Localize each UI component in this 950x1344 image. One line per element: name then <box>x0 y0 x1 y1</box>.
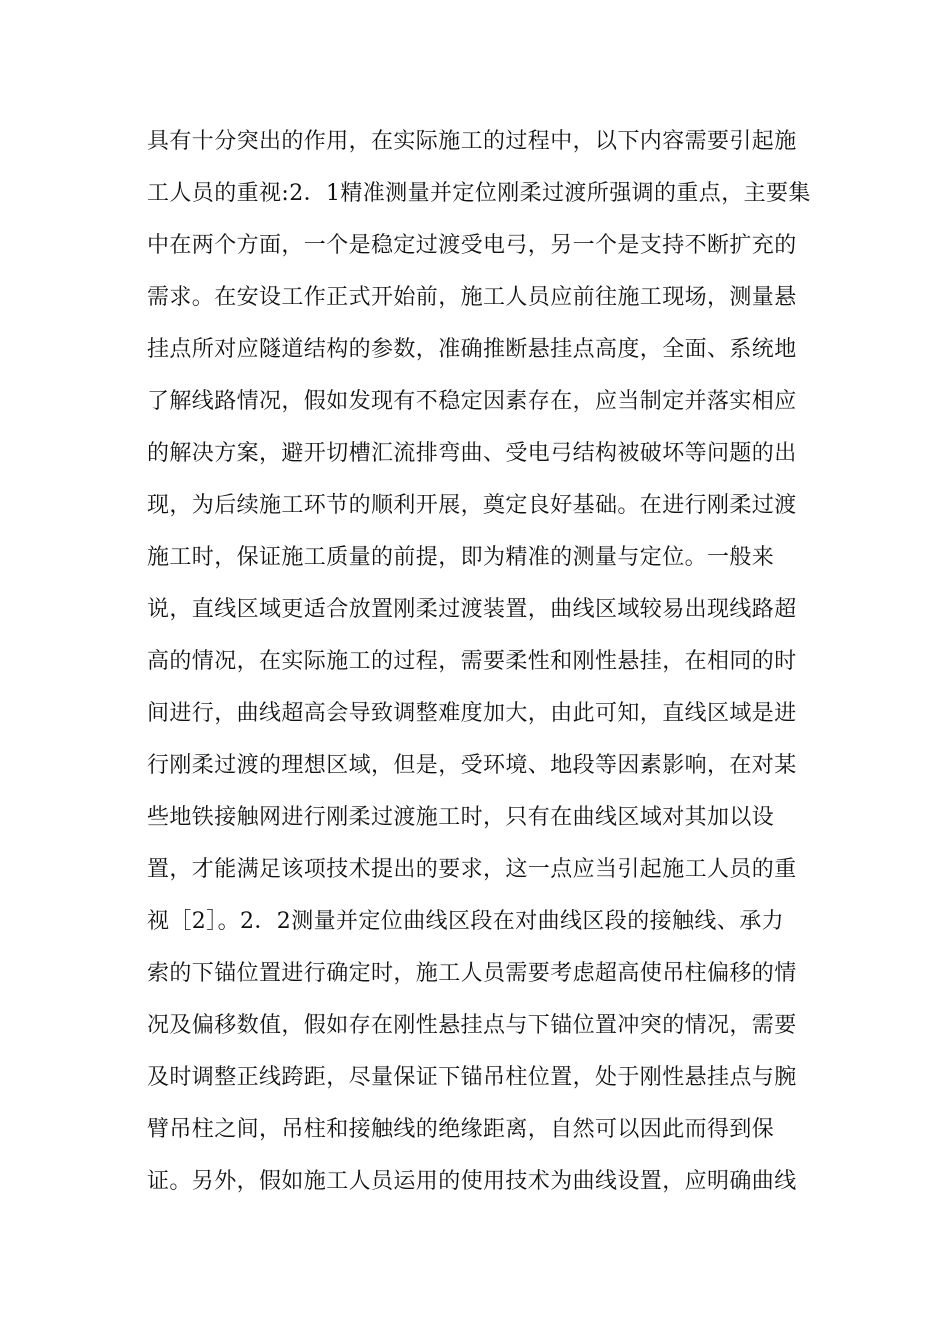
text-line-17: 索的下锚位置进行确定时，施工人员需要考虑超高使吊柱偏移的情 <box>147 961 797 986</box>
text-line-5: 挂点所对应隧道结构的参数，准确推断悬挂点高度，全面、系统地 <box>147 337 797 362</box>
text-line-12: 间进行，曲线超高会导致调整难度加大，由此可知，直线区域是进 <box>147 701 797 726</box>
text-line-16: 视［2］。2．2测量并定位曲线区段在对曲线区段的接触线、承力 <box>147 909 784 934</box>
text-line-14: 些地铁接触网进行刚柔过渡施工时，只有在曲线区域对其加以设 <box>147 805 775 830</box>
text-line-4: 需求。在安设工作正式开始前，施工人员应前往施工现场，测量悬 <box>147 285 797 310</box>
text-line-15: 置，才能满足该项技术提出的要求，这一点应当引起施工人员的重 <box>147 857 797 882</box>
text-line-20: 臂吊柱之间，吊柱和接触线的绝缘距离，自然可以因此而得到保 <box>147 1117 775 1142</box>
text-line-6: 了解线路情况，假如发现有不稳定因素存在，应当制定并落实相应 <box>147 389 797 414</box>
text-line-13: 行刚柔过渡的理想区域，但是，受环境、地段等因素影响，在对某 <box>147 753 797 778</box>
text-line-1: 具有十分突出的作用，在实际施工的过程中，以下内容需要引起施 <box>147 129 797 154</box>
text-line-7: 的解决方案，避开切槽汇流排弯曲、受电弓结构被破坏等问题的出 <box>147 441 797 466</box>
text-line-3: 中在两个方面，一个是稳定过渡受电弓，另一个是支持不断扩充的 <box>147 233 797 258</box>
text-line-11: 高的情况，在实际施工的过程，需要柔性和刚性悬挂，在相同的时 <box>147 649 797 674</box>
text-line-10: 说，直线区域更适合放置刚柔过渡装置，曲线区域较易出现线路超 <box>147 597 797 622</box>
text-line-19: 及时调整正线跨距，尽量保证下锚吊柱位置，处于刚性悬挂点与腕 <box>147 1065 797 1090</box>
body-text <box>147 116 817 1208</box>
text-line-9: 施工时，保证施工质量的前提，即为精准的测量与定位。一般来 <box>147 545 775 570</box>
text-line-2: 工人员的重视:2．1精准测量并定位刚柔过渡所强调的重点，主要集 <box>147 181 811 206</box>
text-line-8: 现，为后续施工环节的顺利开展，奠定良好基础。在进行刚柔过渡 <box>147 493 797 518</box>
text-line-18: 况及偏移数值，假如存在刚性悬挂点与下锚位置冲突的情况，需要 <box>147 1013 797 1038</box>
text-line-21: 证。另外，假如施工人员运用的使用技术为曲线设置，应明确曲线 <box>147 1169 797 1194</box>
